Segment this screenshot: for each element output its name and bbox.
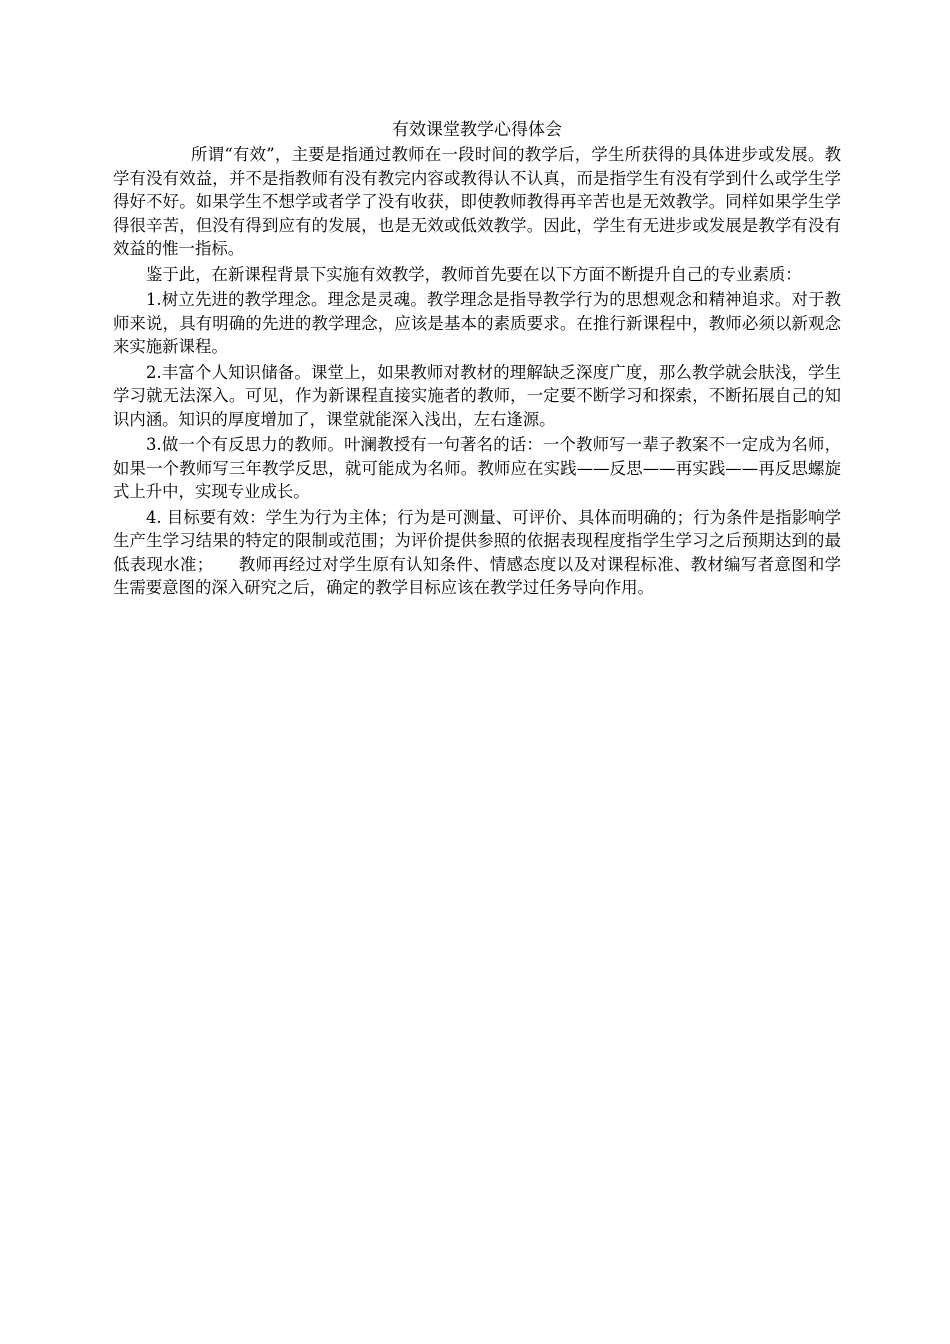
list-item-4: 4. 目标要有效：学生为行为主体；行为是可测量、可评价、具体而明确的；行为条件是指影响学生产生学习结果的特定的限制或范围；为评价提供参照的依据表现程度指学生学习之后预期达到的最低表现水准； 教师再经过对学生原有认知条件、情感态度以及对课程标准、教材编写者意图和学生需要意图的深入研究之后，确定的教学目标应该在教学过任务导向作用。 bbox=[113, 507, 841, 597]
list-item-1: 1.树立先进的教学理念。理念是灵魂。教学理念是指导教学行为的思想观念和精神追求。对于教师来说，具有明确的先进的教学理念，应该是基本的素质要求。在推行新课程中，教师必须以新观念来实施新课程。 bbox=[113, 290, 841, 356]
list-item-2: 2.丰富个人知识储备。课堂上，如果教师对教材的理解缺乏深度广度，那么教学就会肤浅，学生学习就无法深入。可见，作为新课程直接实施者的教师，一定要不断学习和探索，不断拓展自己的知识内涵。知识的厚度增加了，课堂就能深入浅出，左右逢源。 bbox=[113, 362, 841, 429]
intro-paragraph: 所谓“有效”，主要是指通过教师在一段时间的教学后，学生所获得的具体进步或发展。教学有没有效益，并不是指教师有没有教完内容或教得认不认真，而是指学生有没有学到什么或学生学得好不好。如果学生不想学或者学了没有收获，即使教师教得再辛苦也是无效教学。同样如果学生学得很辛苦，但没有得到应有的发展，也是无效或低效教学。因此，学生有无进步或发展是教学有没有效益的惟一指标。 bbox=[113, 145, 841, 258]
document-page bbox=[113, 117, 841, 600]
list-item-3: 3.做一个有反思力的教师。叶澜教授有一句著名的话：一个教师写一辈子教案不一定成为名师，如果一个教师写三年教学反思，就可能成为名师。教师应在实践——反思——再实践——再反思螺旋式上升中，实现专业成长。 bbox=[113, 435, 841, 501]
lead-paragraph: 鉴于此，在新课程背景下实施有效教学，教师首先要在以下方面不断提升自己的专业素质： bbox=[146, 264, 802, 284]
document-title: 有效课堂教学心得体会 bbox=[392, 120, 562, 140]
